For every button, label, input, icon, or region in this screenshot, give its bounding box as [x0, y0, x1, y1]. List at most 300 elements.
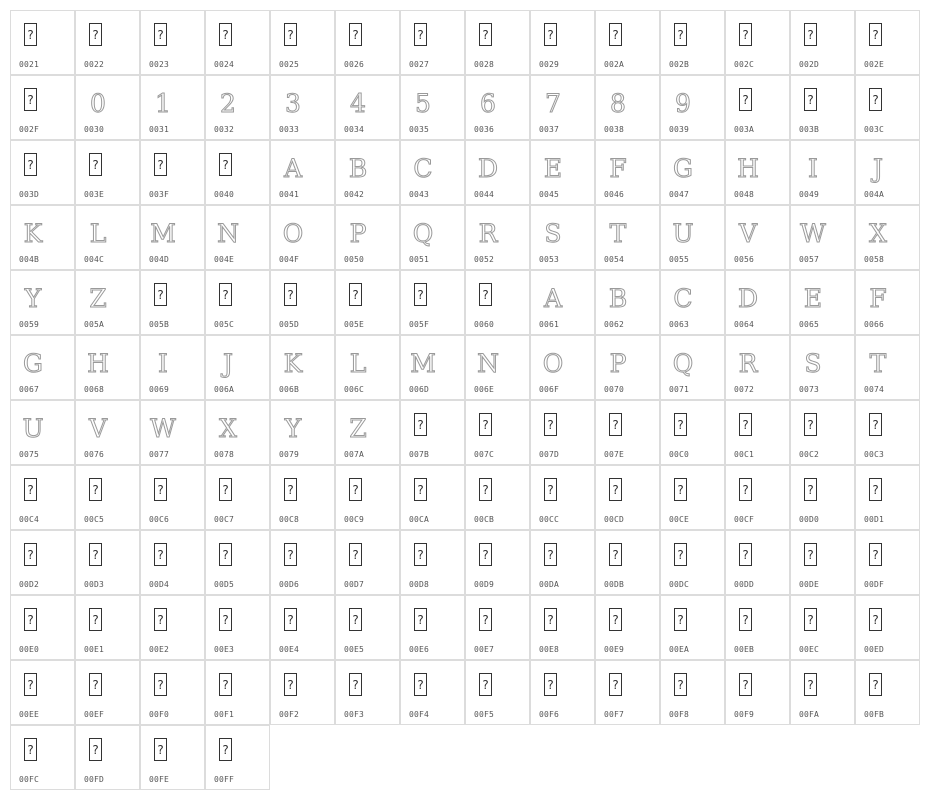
missing-glyph-icon: [531, 473, 557, 507]
missing-glyph-icon: [791, 83, 817, 117]
svg-text:?: ?: [222, 483, 229, 497]
glyph-code: 00FF: [214, 775, 235, 784]
glyph-cell: [595, 400, 660, 465]
svg-text:?: ?: [157, 288, 164, 302]
svg-text:?: ?: [92, 28, 99, 42]
missing-glyph-icon: [661, 538, 687, 572]
svg-text:?: ?: [482, 418, 489, 432]
branch-letter-icon: [726, 213, 758, 248]
svg-text:?: ?: [677, 613, 684, 627]
missing-glyph-icon: [141, 148, 167, 182]
glyph-code: 0050: [344, 255, 365, 264]
glyph-code: 006A: [214, 385, 235, 394]
glyph-cell: [595, 140, 660, 205]
missing-glyph-icon: [401, 603, 427, 637]
branch-letter-icon: [271, 148, 303, 183]
missing-glyph-icon: [466, 18, 492, 52]
branch-letter-icon: [661, 343, 694, 378]
missing-glyph-icon: [661, 473, 687, 507]
missing-glyph-icon: [11, 473, 37, 507]
glyph-character: 5: [415, 89, 431, 118]
glyph-code: 0070: [604, 385, 625, 394]
svg-text:?: ?: [872, 483, 879, 497]
glyph-code: 00D1: [864, 515, 885, 524]
glyph-cell: [465, 335, 530, 400]
glyph-cell: [270, 595, 335, 660]
missing-glyph-icon: [791, 408, 817, 442]
branch-letter-icon: [466, 213, 498, 248]
glyph-code: 00F0: [149, 710, 170, 719]
glyph-code: 0052: [474, 255, 495, 264]
glyph-character: H: [87, 349, 109, 378]
glyph-cell: [10, 465, 75, 530]
svg-text:?: ?: [482, 483, 489, 497]
glyph-cell: [725, 400, 790, 465]
glyph-code: 0033: [279, 125, 300, 134]
glyph-code: 0026: [344, 60, 365, 69]
glyph-cell: [530, 660, 595, 725]
branch-letter-icon: [76, 83, 106, 118]
glyph-character: 0: [90, 89, 106, 118]
missing-glyph-icon: [271, 18, 297, 52]
glyph-cell: [465, 10, 530, 75]
glyph-cell: [595, 270, 660, 335]
glyph-cell: [725, 595, 790, 660]
glyph-code: 0042: [344, 190, 365, 199]
glyph-character: T: [609, 219, 627, 248]
missing-glyph-icon: [856, 603, 882, 637]
glyph-cell: [335, 270, 400, 335]
glyph-cell: [10, 400, 75, 465]
missing-glyph-icon: [531, 408, 557, 442]
missing-glyph-icon: [466, 408, 492, 442]
glyph-cell: [75, 660, 140, 725]
branch-letter-icon: [401, 343, 436, 378]
svg-text:?: ?: [807, 548, 814, 562]
missing-glyph-icon: [856, 408, 882, 442]
glyph-code: 006C: [344, 385, 365, 394]
glyph-code: 00C5: [84, 515, 105, 524]
glyph-cell: [530, 270, 595, 335]
svg-text:?: ?: [27, 613, 34, 627]
glyph-cell: [465, 400, 530, 465]
glyph-cell: [270, 400, 335, 465]
svg-text:?: ?: [352, 28, 359, 42]
glyph-cell: [140, 75, 205, 140]
branch-letter-icon: [271, 83, 301, 118]
missing-glyph-icon: [401, 18, 427, 52]
missing-glyph-icon: [206, 148, 232, 182]
glyph-character: B: [608, 284, 628, 313]
branch-letter-icon: [271, 213, 304, 248]
svg-text:?: ?: [482, 28, 489, 42]
branch-letter-icon: [661, 278, 693, 313]
glyph-cell: [725, 465, 790, 530]
branch-letter-icon: [141, 408, 176, 443]
glyph-cell: [725, 140, 790, 205]
glyph-cell: [855, 335, 920, 400]
glyph-code: 00D6: [279, 580, 300, 589]
glyph-cell: [75, 400, 140, 465]
glyph-character: 2: [220, 89, 236, 118]
glyph-cell: [855, 140, 920, 205]
glyph-cell: [855, 205, 920, 270]
glyph-cell: [400, 465, 465, 530]
glyph-character: K: [23, 219, 43, 248]
svg-text:?: ?: [677, 548, 684, 562]
svg-text:?: ?: [807, 483, 814, 497]
glyph-code: 00EB: [734, 645, 755, 654]
glyph-cell: [205, 725, 270, 790]
missing-glyph-icon: [76, 148, 102, 182]
glyph-code: 004F: [279, 255, 300, 264]
missing-glyph-icon: [596, 603, 622, 637]
svg-text:?: ?: [677, 483, 684, 497]
glyph-code: 0039: [669, 125, 690, 134]
branch-letter-icon: [661, 148, 693, 183]
svg-text:?: ?: [417, 418, 424, 432]
svg-text:?: ?: [92, 743, 99, 757]
missing-glyph-icon: [726, 668, 752, 702]
glyph-cell: [75, 75, 140, 140]
glyph-code: 00C3: [864, 450, 885, 459]
glyph-cell: [335, 465, 400, 530]
glyph-cell: [465, 595, 530, 660]
svg-text:?: ?: [807, 93, 814, 107]
missing-glyph-icon: [206, 278, 232, 312]
missing-glyph-icon: [856, 538, 882, 572]
glyph-cell: [530, 10, 595, 75]
branch-letter-icon: [531, 83, 561, 118]
glyph-code: 0051: [409, 255, 430, 264]
glyph-character: 7: [545, 89, 561, 118]
glyph-code: 00E4: [279, 645, 300, 654]
glyph-cell: [465, 75, 530, 140]
glyph-code: 004E: [214, 255, 235, 264]
glyph-code: 002C: [734, 60, 755, 69]
glyph-cell: [855, 465, 920, 530]
glyph-character: X: [219, 414, 237, 443]
glyph-cell: [790, 400, 855, 465]
glyph-code: 00DE: [799, 580, 820, 589]
glyph-code: 00D8: [409, 580, 430, 589]
glyph-cell: [335, 595, 400, 660]
glyph-cell: [270, 335, 335, 400]
svg-text:?: ?: [742, 93, 749, 107]
missing-glyph-icon: [661, 603, 687, 637]
glyph-cell: [10, 10, 75, 75]
glyph-code: 0072: [734, 385, 755, 394]
missing-glyph-icon: [336, 18, 362, 52]
svg-text:?: ?: [872, 418, 879, 432]
glyph-code: 0075: [19, 450, 40, 459]
svg-text:?: ?: [287, 483, 294, 497]
svg-text:?: ?: [742, 678, 749, 692]
glyph-cell: [790, 660, 855, 725]
svg-text:?: ?: [157, 743, 164, 757]
branch-letter-icon: [11, 213, 43, 248]
missing-glyph-icon: [206, 733, 232, 767]
missing-glyph-icon: [466, 538, 492, 572]
glyph-character: I: [158, 349, 168, 378]
glyph-code: 00D5: [214, 580, 235, 589]
missing-glyph-icon: [661, 408, 687, 442]
svg-text:?: ?: [222, 288, 229, 302]
glyph-code: 002B: [669, 60, 690, 69]
glyph-cell: [140, 530, 205, 595]
glyph-code: 0048: [734, 190, 755, 199]
glyph-cell: [855, 270, 920, 335]
svg-text:?: ?: [157, 678, 164, 692]
glyph-cell: [140, 140, 205, 205]
branch-letter-icon: [206, 408, 237, 443]
svg-text:?: ?: [92, 613, 99, 627]
glyph-character: E: [803, 284, 823, 313]
glyph-code: 0058: [864, 255, 885, 264]
glyph-code: 005A: [84, 320, 105, 329]
missing-glyph-icon: [141, 538, 167, 572]
missing-glyph-icon: [531, 18, 557, 52]
glyph-code: 006F: [539, 385, 560, 394]
glyph-code: 0066: [864, 320, 885, 329]
glyph-cell: [140, 205, 205, 270]
branch-letter-icon: [466, 83, 496, 118]
svg-text:?: ?: [287, 28, 294, 42]
glyph-code: 0055: [669, 255, 690, 264]
missing-glyph-icon: [401, 668, 427, 702]
glyph-code: 0047: [669, 190, 690, 199]
glyph-code: 005E: [344, 320, 365, 329]
glyph-cell: [335, 10, 400, 75]
glyph-character: W: [800, 219, 826, 248]
glyph-cell: [400, 205, 465, 270]
branch-letter-icon: [206, 83, 236, 118]
svg-text:?: ?: [352, 548, 359, 562]
glyph-code: 003E: [84, 190, 105, 199]
glyph-code: 00F1: [214, 710, 235, 719]
glyph-character: U: [672, 219, 694, 248]
glyph-code: 00E0: [19, 645, 40, 654]
branch-letter-icon: [791, 278, 823, 313]
branch-letter-icon: [11, 278, 42, 313]
glyph-code: 00D4: [149, 580, 170, 589]
glyph-code: 0035: [409, 125, 430, 134]
glyph-code: 003F: [149, 190, 170, 199]
glyph-cell: [140, 660, 205, 725]
glyph-code: 007E: [604, 450, 625, 459]
glyph-code: 00EC: [799, 645, 820, 654]
glyph-code: 00D0: [799, 515, 820, 524]
branch-letter-icon: [661, 83, 691, 118]
glyph-code: 00F2: [279, 710, 300, 719]
glyph-cell: [10, 595, 75, 660]
glyph-cell: [270, 465, 335, 530]
glyph-cell: [140, 270, 205, 335]
glyph-code: 0032: [214, 125, 235, 134]
glyph-cell: [660, 530, 725, 595]
glyph-code: 0024: [214, 60, 235, 69]
svg-text:?: ?: [92, 483, 99, 497]
branch-letter-icon: [791, 148, 817, 182]
glyph-code: 002E: [864, 60, 885, 69]
glyph-cell: [465, 465, 530, 530]
glyph-character: U: [22, 414, 44, 443]
glyph-code: 00E2: [149, 645, 170, 654]
missing-glyph-icon: [726, 603, 752, 637]
svg-text:?: ?: [612, 483, 619, 497]
glyph-code: 00F5: [474, 710, 495, 719]
glyph-cell: [140, 465, 205, 530]
glyph-cell: [725, 335, 790, 400]
svg-text:?: ?: [807, 613, 814, 627]
glyph-code: 0056: [734, 255, 755, 264]
glyph-cell: [270, 75, 335, 140]
glyph-cell: [205, 10, 270, 75]
glyph-cell: [205, 595, 270, 660]
glyph-cell: [10, 270, 75, 335]
branch-letter-icon: [726, 278, 759, 313]
branch-letter-icon: [11, 343, 43, 378]
svg-text:?: ?: [742, 483, 749, 497]
missing-glyph-icon: [661, 18, 687, 52]
branch-letter-icon: [401, 213, 434, 248]
glyph-code: 00C4: [19, 515, 40, 524]
missing-glyph-icon: [466, 278, 492, 312]
glyph-character: A: [283, 154, 303, 183]
svg-text:?: ?: [352, 483, 359, 497]
glyph-cell: [140, 335, 205, 400]
svg-text:?: ?: [27, 743, 34, 757]
glyph-character: S: [804, 349, 822, 378]
glyph-cell: [75, 725, 140, 790]
glyph-code: 00DA: [539, 580, 560, 589]
branch-letter-icon: [141, 213, 176, 248]
glyph-cell: [335, 530, 400, 595]
svg-text:?: ?: [222, 548, 229, 562]
svg-text:?: ?: [612, 613, 619, 627]
missing-glyph-icon: [531, 538, 557, 572]
glyph-cell: [660, 335, 725, 400]
glyph-code: 0037: [539, 125, 560, 134]
svg-text:?: ?: [872, 548, 879, 562]
missing-glyph-icon: [206, 668, 232, 702]
missing-glyph-icon: [76, 603, 102, 637]
glyph-cell: [75, 465, 140, 530]
glyph-character: N: [477, 349, 499, 378]
glyph-cell: [790, 270, 855, 335]
glyph-code: 0045: [539, 190, 560, 199]
missing-glyph-icon: [596, 473, 622, 507]
svg-text:?: ?: [222, 613, 229, 627]
glyph-cell: [140, 595, 205, 660]
glyph-cell: [465, 205, 530, 270]
glyph-code: 002D: [799, 60, 820, 69]
branch-letter-icon: [11, 408, 44, 443]
glyph-code: 0022: [84, 60, 105, 69]
glyph-code: 00F4: [409, 710, 430, 719]
missing-glyph-icon: [206, 603, 232, 637]
glyph-code: 0030: [84, 125, 105, 134]
glyph-cell: [400, 530, 465, 595]
svg-text:?: ?: [287, 548, 294, 562]
branch-letter-icon: [206, 213, 239, 248]
glyph-character: G: [23, 349, 43, 378]
glyph-character: D: [477, 154, 499, 183]
missing-glyph-icon: [596, 408, 622, 442]
glyph-code: 006B: [279, 385, 300, 394]
missing-glyph-icon: [76, 733, 102, 767]
glyph-cell: [140, 725, 205, 790]
svg-text:?: ?: [742, 418, 749, 432]
branch-letter-icon: [661, 213, 694, 248]
glyph-code: 00DF: [864, 580, 885, 589]
glyph-cell: [10, 140, 75, 205]
svg-text:?: ?: [677, 28, 684, 42]
branch-letter-icon: [596, 278, 628, 313]
glyph-character: F: [869, 284, 887, 313]
glyph-cell: [660, 75, 725, 140]
glyph-cell: [400, 270, 465, 335]
glyph-code: 0078: [214, 450, 235, 459]
missing-glyph-icon: [336, 668, 362, 702]
glyph-character: F: [609, 154, 627, 183]
glyph-code: 00C9: [344, 515, 365, 524]
missing-glyph-icon: [141, 668, 167, 702]
missing-glyph-icon: [596, 668, 622, 702]
branch-letter-icon: [336, 408, 367, 443]
branch-letter-icon: [596, 83, 626, 118]
glyph-character: O: [542, 349, 564, 378]
missing-glyph-icon: [466, 473, 492, 507]
missing-glyph-icon: [726, 538, 752, 572]
glyph-code: 002F: [19, 125, 40, 134]
glyph-character: H: [737, 154, 759, 183]
missing-glyph-icon: [726, 18, 752, 52]
branch-letter-icon: [401, 148, 433, 183]
svg-text:?: ?: [222, 28, 229, 42]
branch-letter-icon: [206, 343, 232, 377]
missing-glyph-icon: [856, 18, 882, 52]
missing-glyph-icon: [726, 83, 752, 117]
glyph-cell: [595, 10, 660, 75]
missing-glyph-icon: [401, 538, 427, 572]
glyph-character: C: [413, 154, 433, 183]
glyph-character: Q: [412, 219, 434, 248]
glyph-code: 003B: [799, 125, 820, 134]
svg-text:?: ?: [742, 548, 749, 562]
glyph-cell: [660, 400, 725, 465]
svg-text:?: ?: [482, 613, 489, 627]
missing-glyph-icon: [141, 603, 167, 637]
glyph-cell: [400, 400, 465, 465]
svg-text:?: ?: [352, 288, 359, 302]
glyph-code: 00E5: [344, 645, 365, 654]
glyph-cell: [75, 335, 140, 400]
branch-letter-icon: [336, 343, 367, 378]
glyph-character: P: [349, 219, 367, 248]
glyph-code: 0041: [279, 190, 300, 199]
glyph-cell: [140, 10, 205, 75]
svg-text:?: ?: [547, 613, 554, 627]
missing-glyph-icon: [11, 668, 37, 702]
glyph-cell: [465, 140, 530, 205]
missing-glyph-icon: [401, 473, 427, 507]
glyph-code: 0044: [474, 190, 495, 199]
glyph-cell: [10, 725, 75, 790]
glyph-code: 0046: [604, 190, 625, 199]
glyph-code: 0060: [474, 320, 495, 329]
glyph-cell: [75, 205, 140, 270]
